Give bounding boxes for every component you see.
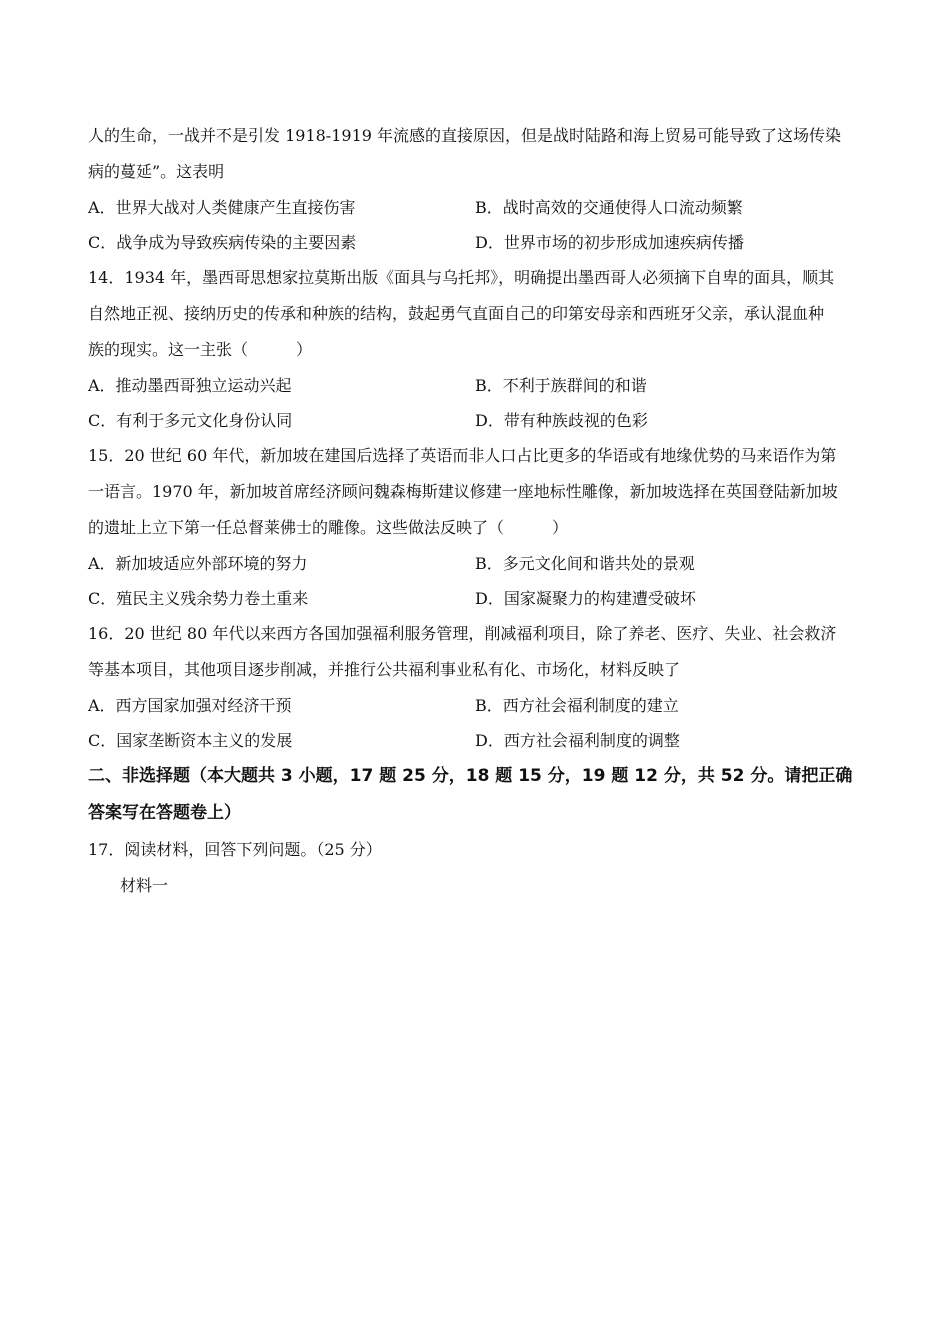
- q14-stem-line-3: 族的现实。这一主张（ ）: [88, 340, 313, 359]
- q15-option-c: C．殖民主义残余势力卷土重来: [88, 589, 309, 608]
- q16-option-c: C．国家垄断资本主义的发展: [88, 731, 293, 750]
- q17-stem: 17．阅读材料，回答下列问题。（25 分）: [88, 840, 382, 859]
- q15-option-a: A．新加坡适应外部环境的努力: [88, 554, 308, 573]
- section-two-heading-line-1: 二、非选择题（本大题共 3 小题，17 题 25 分，18 题 15 分，19 题 12 分，共 52 分。请把正确: [88, 766, 853, 786]
- q14-option-b: B．不利于族群间的和谐: [475, 376, 647, 395]
- q16-options-row-2: [88, 723, 863, 758]
- q13-options-row-2: [88, 225, 863, 260]
- q14-option-c: C．有利于多元文化身份认同: [88, 411, 293, 430]
- q13-option-d: D．世界市场的初步形成加速疾病传播: [475, 233, 744, 252]
- q14-stem-line-2: 自然地正视、接纳历史的传承和种族的结构，鼓起勇气直面自己的印第安母亲和西班牙父亲，承认混血种: [88, 304, 825, 323]
- q14-stem-line-1: 14．1934 年，墨西哥思想家拉莫斯出版《面具与乌托邦》，明确提出墨西哥人必须摘下自卑的面具，顺其: [88, 268, 835, 287]
- q15-stem-line-3: 的遗址上立下第一任总督莱佛士的雕像。这些做法反映了（ ）: [88, 518, 569, 537]
- q15-options-row-1: [88, 546, 863, 581]
- q14-options-row-2: [88, 403, 863, 438]
- q13-options-row-1: [88, 190, 863, 225]
- q15-stem-line-2: 一语言。1970 年，新加坡首席经济顾问魏森梅斯建议修建一座地标性雕像，新加坡选择在英国登陆新加坡: [88, 482, 838, 501]
- q14-option-d: D．带有种族歧视的色彩: [475, 411, 648, 430]
- q13-stem-line-1: 人的生命，一战并不是引发 1918-1919 年流感的直接原因，但是战时陆路和海上贸易可能导致了这场传染: [88, 126, 842, 145]
- q13-option-c: C．战争成为导致疾病传染的主要因素: [88, 233, 357, 252]
- q16-stem-line-2: 等基本项目，其他项目逐步削减，并推行公共福利事业私有化、市场化，材料反映了: [88, 660, 681, 679]
- q15-option-d: D．国家凝聚力的构建遭受破坏: [475, 589, 696, 608]
- q15-stem-line-1: 15．20 世纪 60 年代，新加坡在建国后选择了英语而非人口占比更多的华语或有地缘优势的马来语作为第: [88, 446, 837, 465]
- q16-option-a: A．西方国家加强对经济干预: [88, 696, 292, 715]
- q15-options-row-2: [88, 581, 863, 616]
- q13-stem-line-2: 病的蔓延”。这表明: [88, 162, 225, 181]
- q13-option-b: B．战时高效的交通使得人口流动频繁: [475, 198, 743, 217]
- q16-option-d: D．西方社会福利制度的调整: [475, 731, 680, 750]
- section-two-heading-line-2: 答案写在答题卷上）: [88, 803, 241, 823]
- q16-option-b: B．西方社会福利制度的建立: [475, 696, 679, 715]
- q16-options-row-1: [88, 688, 863, 723]
- q14-option-a: A．推动墨西哥独立运动兴起: [88, 376, 292, 395]
- q16-stem-line-1: 16．20 世纪 80 年代以来西方各国加强福利服务管理，削减福利项目，除了养老、医疗、失业、社会救济: [88, 624, 837, 643]
- q13-option-a: A．世界大战对人类健康产生直接伤害: [88, 198, 356, 217]
- q15-option-b: B．多元文化间和谐共处的景观: [475, 554, 695, 573]
- q17-material-label: 材料一: [120, 876, 169, 895]
- q14-options-row-1: [88, 368, 863, 403]
- exam-page: [88, 118, 863, 904]
